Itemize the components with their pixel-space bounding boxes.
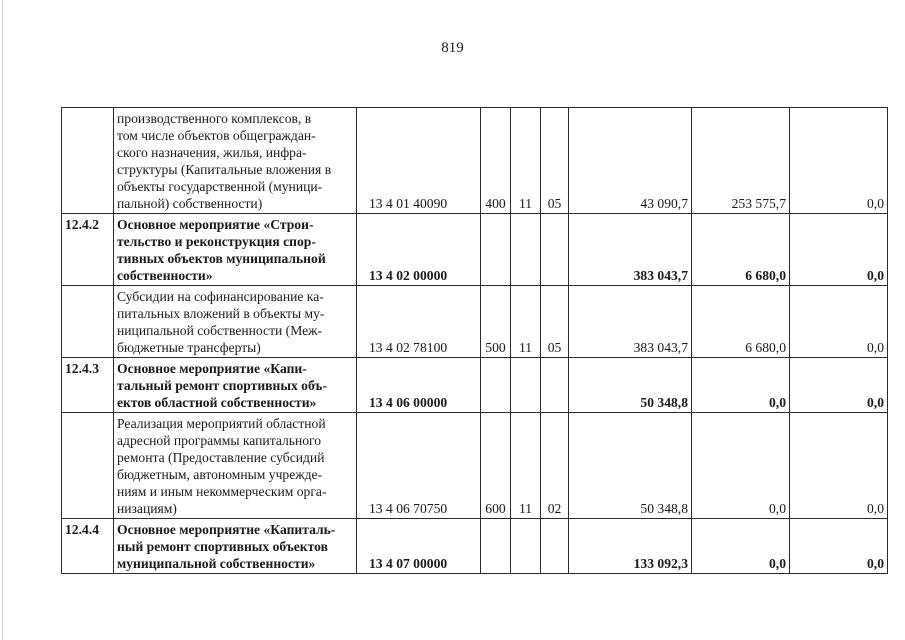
section-code [511, 358, 541, 413]
description-line: бюджетным, автономным учрежде- [117, 467, 323, 482]
amount-year-3: 0,0 [790, 214, 888, 286]
description-line: ниципальной собственности (Меж- [117, 323, 323, 338]
row-description [114, 358, 357, 413]
description-line: ского назначения, жилья, инфра- [117, 145, 307, 160]
description-line: тальный ремонт спортивных объ- [117, 378, 327, 393]
target-article-code: 13 4 06 70750 [357, 413, 481, 519]
description-line: Основное мероприятие «Капиталь- [117, 522, 336, 537]
description-line: том числе объектов общеграждан- [117, 128, 316, 143]
table-row [62, 214, 888, 286]
subsection-code [541, 214, 569, 286]
description-line: адресной программы капитального [117, 433, 322, 448]
expense-type-code: 500 [481, 286, 511, 358]
description-line: пальной) собственности) [117, 196, 263, 211]
subsection-code [541, 358, 569, 413]
amount-year-3: 0,0 [790, 286, 888, 358]
row-number [62, 413, 114, 519]
description-line: структуры (Капитальные вложения в [117, 162, 332, 177]
description-line: собственности» [117, 268, 213, 283]
section-code: 11 [511, 108, 541, 214]
amount-year-1: 383 043,7 [569, 286, 692, 358]
description-line: бюджетные трансферты) [117, 340, 261, 355]
amount-year-1: 43 090,7 [569, 108, 692, 214]
expense-type-code: 400 [481, 108, 511, 214]
description-line: низациям) [117, 501, 177, 516]
amount-year-3: 0,0 [790, 108, 888, 214]
section-code [511, 519, 541, 574]
subsection-code [541, 519, 569, 574]
expense-type-code [481, 214, 511, 286]
amount-year-1: 50 348,8 [569, 358, 692, 413]
table-row [62, 358, 888, 413]
amount-year-2: 0,0 [692, 519, 790, 574]
table-row [62, 286, 888, 358]
budget-table [61, 107, 888, 574]
target-article-code: 13 4 06 00000 [357, 358, 481, 413]
amount-year-2: 6 680,0 [692, 214, 790, 286]
amount-year-1: 50 348,8 [569, 413, 692, 519]
amount-year-1: 133 092,3 [569, 519, 692, 574]
amount-year-2: 0,0 [692, 358, 790, 413]
description-line: объекты государственной (муници- [117, 179, 323, 194]
row-number [62, 108, 114, 214]
row-description [114, 519, 357, 574]
scan-edge-line [2, 0, 3, 640]
section-code [511, 214, 541, 286]
row-number: 12.4.3 [62, 358, 114, 413]
row-description [114, 108, 357, 214]
description-line: тельство и реконструкция спор- [117, 234, 316, 249]
expense-type-code: 600 [481, 413, 511, 519]
expense-type-code [481, 358, 511, 413]
target-article-code: 13 4 01 40090 [357, 108, 481, 214]
row-number [62, 286, 114, 358]
amount-year-3: 0,0 [790, 413, 888, 519]
description-line: питальных вложений в объекты му- [117, 306, 325, 321]
table-row [62, 413, 888, 519]
row-description [114, 214, 357, 286]
description-line: муниципальной собственности» [117, 556, 316, 571]
description-line: Основное мероприятие «Строи- [117, 217, 314, 232]
amount-year-1: 383 043,7 [569, 214, 692, 286]
description-line: Реализация мероприятий областной [117, 416, 326, 431]
table-body [62, 108, 888, 574]
target-article-code: 13 4 07 00000 [357, 519, 481, 574]
description-line: ниям и иным некоммерческим орга- [117, 484, 327, 499]
description-line: Основное мероприятие «Капи- [117, 361, 307, 376]
subsection-code: 05 [541, 108, 569, 214]
row-number: 12.4.2 [62, 214, 114, 286]
description-line: ный ремонт спортивных объектов [117, 539, 328, 554]
amount-year-3: 0,0 [790, 519, 888, 574]
expense-type-code [481, 519, 511, 574]
target-article-code: 13 4 02 78100 [357, 286, 481, 358]
table-row [62, 108, 888, 214]
section-code: 11 [511, 286, 541, 358]
target-article-code: 13 4 02 00000 [357, 214, 481, 286]
subsection-code: 02 [541, 413, 569, 519]
description-line: ектов областной собственности» [117, 395, 317, 410]
description-line: ремонта (Предоставление субсидий [117, 450, 325, 465]
amount-year-2: 0,0 [692, 413, 790, 519]
description-line: производственного комплексов, в [117, 111, 312, 126]
row-description [114, 413, 357, 519]
section-code: 11 [511, 413, 541, 519]
amount-year-2: 253 575,7 [692, 108, 790, 214]
row-number: 12.4.4 [62, 519, 114, 574]
amount-year-3: 0,0 [790, 358, 888, 413]
description-line: Субсидии на софинансирование ка- [117, 289, 324, 304]
amount-year-2: 6 680,0 [692, 286, 790, 358]
page-number: 819 [441, 40, 464, 56]
description-line: тивных объектов муниципальной [117, 251, 326, 266]
subsection-code: 05 [541, 286, 569, 358]
table-row [62, 519, 888, 574]
row-description [114, 286, 357, 358]
